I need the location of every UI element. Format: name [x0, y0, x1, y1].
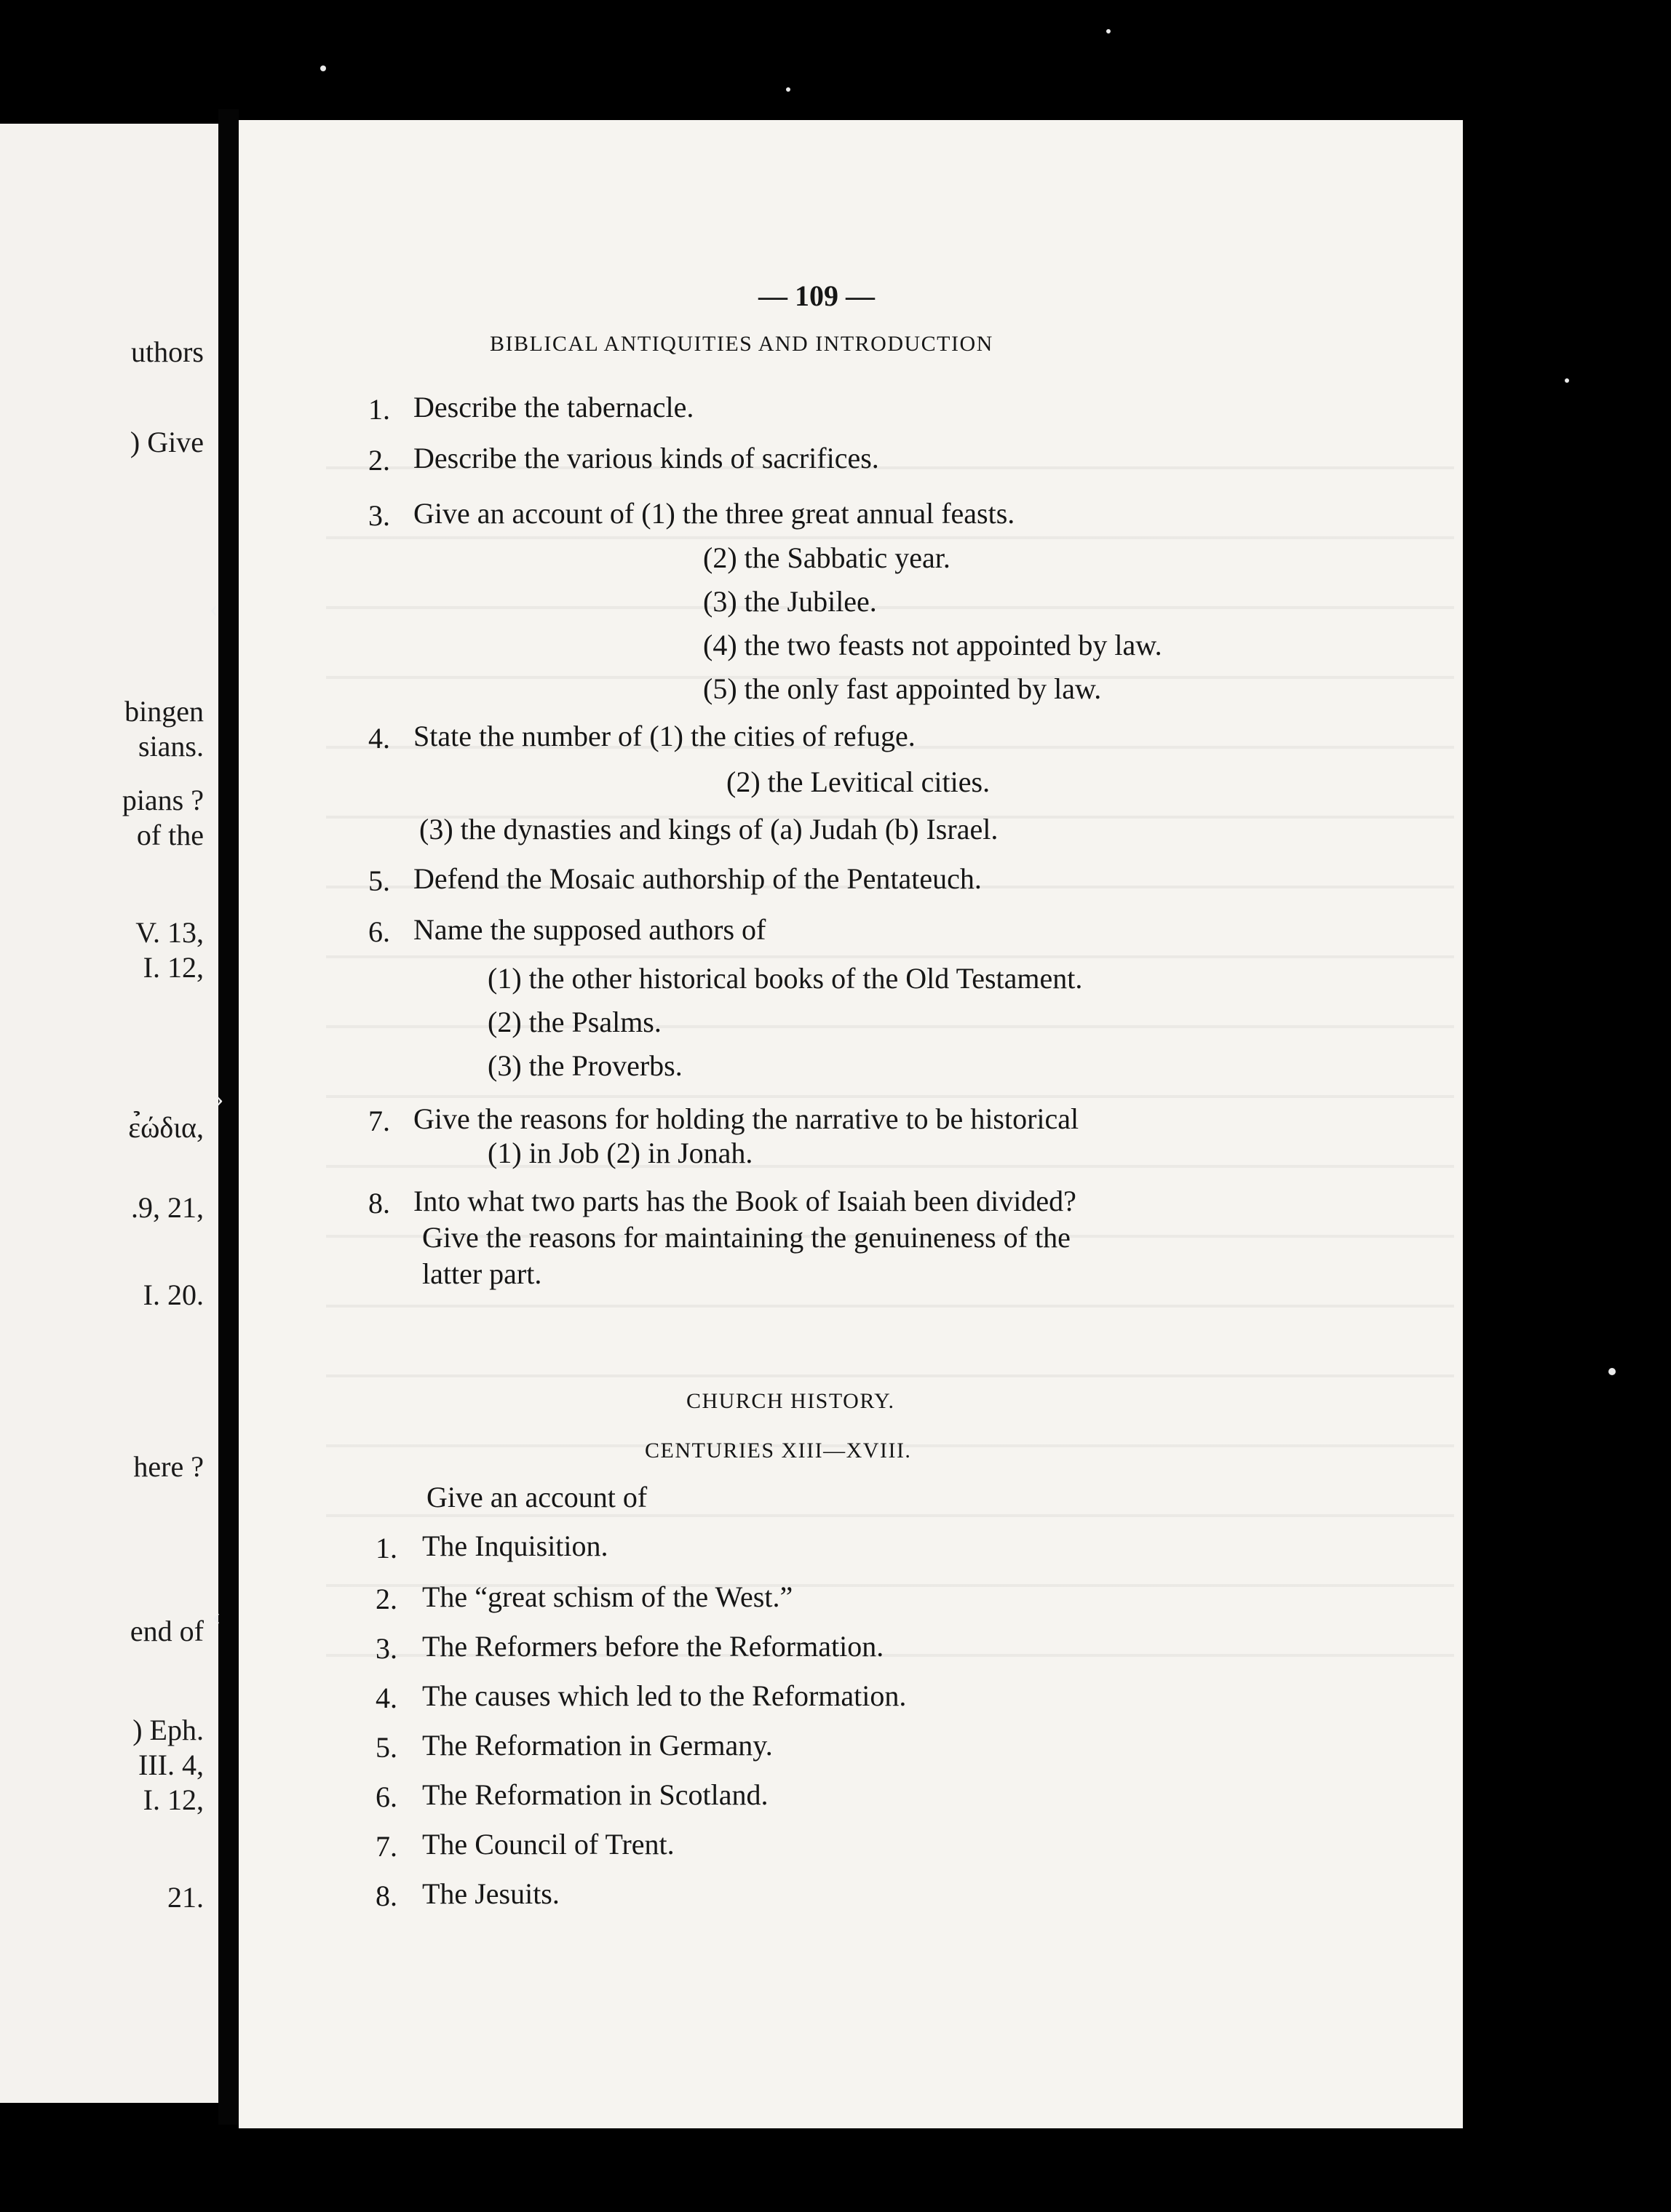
question-text: Defend the Mosaic authorship of the Pentateuch. — [413, 862, 982, 895]
dust-speck — [320, 65, 326, 71]
left-facing-page — [0, 124, 218, 2103]
main-page — [239, 120, 1463, 2128]
list-number: 6. — [376, 1781, 397, 1813]
question-number: 4. — [368, 722, 390, 755]
left-fragment: I. 20. — [143, 1278, 204, 1311]
list-number: 1. — [376, 1532, 397, 1564]
question-number: 8. — [368, 1187, 390, 1220]
question-text: State the number of (1) the cities of refuge. — [413, 720, 916, 752]
sub-item: (1) in Job (2) in Jonah. — [488, 1137, 753, 1169]
list-number: 4. — [376, 1682, 397, 1714]
question-text: Describe the various kinds of sacrifices. — [413, 442, 879, 474]
question-number: 6. — [368, 915, 390, 948]
left-fragment: 21. — [167, 1881, 204, 1914]
sub-item: (3) the dynasties and kings of (a) Judah (b) Israel. — [419, 813, 999, 846]
list-item: The Reformers before the Reformation. — [422, 1630, 884, 1663]
list-number: 3. — [376, 1632, 397, 1665]
question-number: 3. — [368, 499, 390, 532]
sub-item: (4) the two feasts not appointed by law. — [703, 629, 1162, 661]
question-number: 7. — [368, 1105, 390, 1137]
page-gutter — [218, 109, 239, 2125]
gutter-mark: ‹ — [213, 1603, 221, 1630]
sub-item: (1) the other historical books of the Old Testament. — [488, 962, 1083, 995]
question-text: Name the supposed authors of — [413, 913, 766, 946]
left-fragment: I. 12, — [143, 951, 204, 984]
dust-speck — [1106, 29, 1111, 33]
gutter-mark: › — [215, 1086, 224, 1113]
left-fragment: of the — [136, 819, 204, 851]
left-fragment: bingen — [124, 695, 204, 728]
dust-speck — [786, 87, 790, 92]
section-intro: Give an account of — [426, 1481, 648, 1513]
gutter-mark: ‹ — [210, 595, 218, 622]
list-item: The Reformation in Scotland. — [422, 1778, 769, 1811]
left-fragment: uthors — [131, 335, 204, 368]
dust-speck — [1608, 1368, 1616, 1375]
left-fragment: III. 4, — [138, 1748, 204, 1781]
list-number: 5. — [376, 1731, 397, 1764]
list-item: The Jesuits. — [422, 1877, 560, 1910]
list-number: 8. — [376, 1879, 397, 1912]
left-fragment: end of — [130, 1615, 204, 1647]
page-number: — 109 — — [758, 279, 875, 312]
list-number: 7. — [376, 1830, 397, 1863]
question-number: 1. — [368, 393, 390, 426]
left-fragment: .9, 21, — [131, 1191, 204, 1224]
left-fragment: ) Eph. — [132, 1714, 204, 1746]
question-text: Describe the tabernacle. — [413, 391, 694, 423]
list-item: The Inquisition. — [422, 1529, 608, 1562]
question-number: 5. — [368, 864, 390, 897]
sub-item: (2) the Psalms. — [488, 1006, 662, 1038]
left-fragment: I. 12, — [143, 1783, 204, 1816]
sub-item: (3) the Proverbs. — [488, 1049, 683, 1082]
list-number: 2. — [376, 1583, 397, 1615]
question-continuation: latter part. — [422, 1257, 542, 1290]
dust-speck — [1565, 378, 1569, 383]
list-item: The causes which led to the Reformation. — [422, 1679, 907, 1712]
list-item: The Council of Trent. — [422, 1828, 675, 1861]
section-subtitle: CENTURIES XIII—XVIII. — [645, 1439, 912, 1463]
question-number: 2. — [368, 444, 390, 477]
section-title: BIBLICAL ANTIQUITIES AND INTRODUCTION — [490, 332, 993, 356]
sub-item: (5) the only fast appointed by law. — [703, 672, 1102, 705]
list-item: The “great schism of the West.” — [422, 1580, 793, 1613]
left-fragment: ) Give — [130, 426, 204, 458]
question-continuation: Give the reasons for maintaining the genuineness of the — [422, 1221, 1071, 1254]
question-text: Give the reasons for holding the narrative to be historical — [413, 1102, 1079, 1135]
sub-item: (3) the Jubilee. — [703, 585, 877, 618]
question-text: Give an account of (1) the three great annual feasts. — [413, 497, 1015, 530]
left-fragment: sians. — [138, 730, 204, 763]
left-fragment: V. 13, — [135, 916, 204, 949]
left-fragment: ε̉ώδια, — [128, 1111, 204, 1144]
sub-item: (2) the Sabbatic year. — [703, 541, 950, 574]
left-fragment: here ? — [133, 1450, 204, 1483]
question-text: Into what two parts has the Book of Isaiah been divided? — [413, 1185, 1076, 1217]
left-fragment: pians ? — [122, 784, 204, 816]
list-item: The Reformation in Germany. — [422, 1729, 773, 1762]
section-title: CHURCH HISTORY. — [686, 1389, 895, 1413]
sub-item: (2) the Levitical cities. — [726, 765, 991, 798]
